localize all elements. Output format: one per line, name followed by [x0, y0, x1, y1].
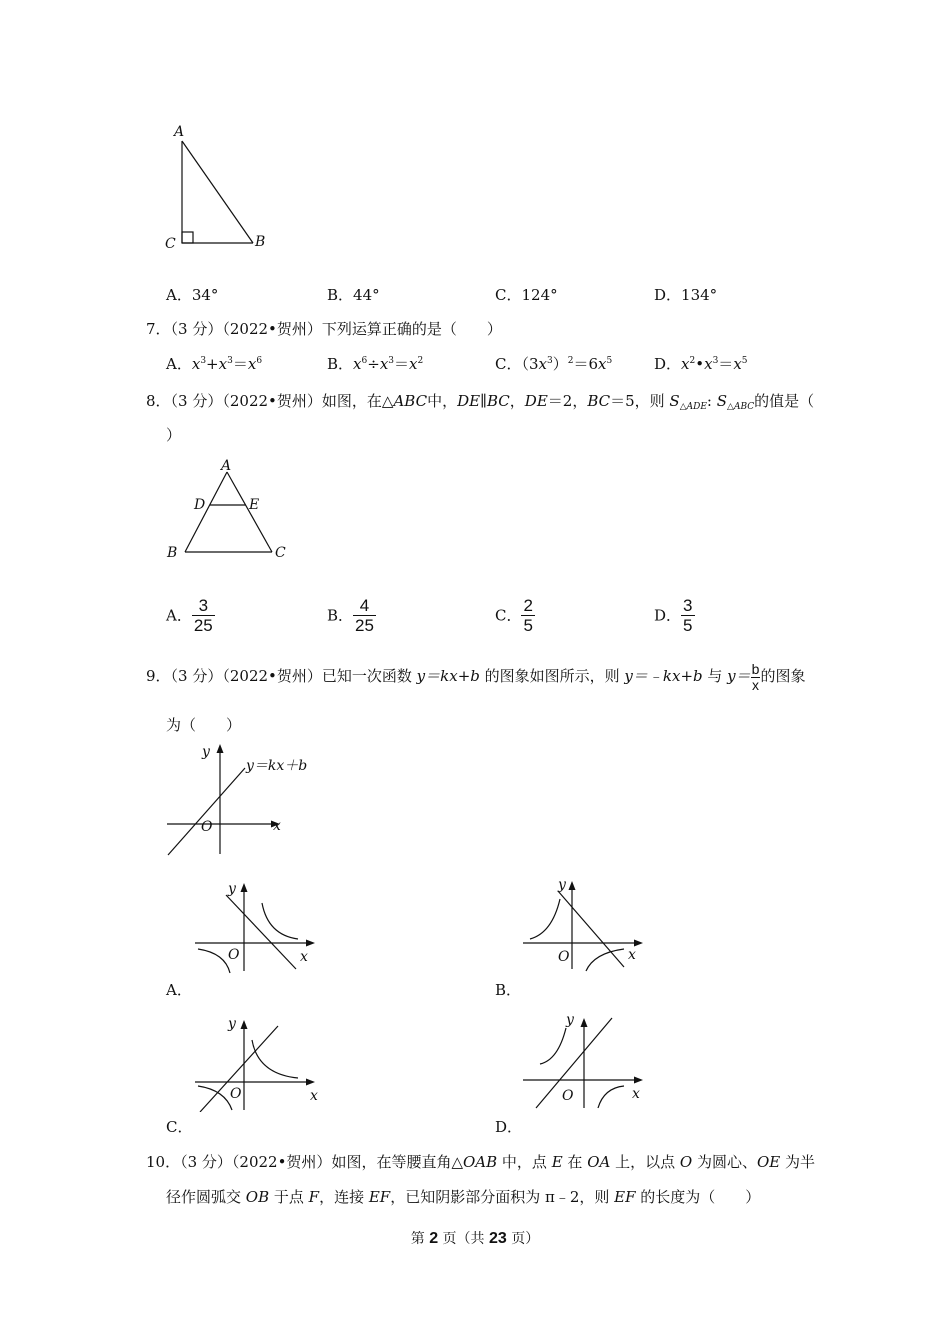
- q9-option-a-label: A．: [166, 981, 192, 999]
- q7-option-c: C．$(3x^3)^2=6x^5$: [495, 355, 613, 373]
- q6-option-a: A．34°: [166, 286, 219, 304]
- q6-option-c: C．124°: [495, 286, 558, 304]
- label-d: D: [194, 497, 206, 513]
- axis-y-label: y: [228, 881, 236, 897]
- q9-option-b-graph: [518, 873, 658, 973]
- q9-main-graph: [160, 740, 320, 860]
- axis-x-label: x: [628, 947, 636, 963]
- label-a: A: [174, 124, 185, 140]
- q9-option-c-graph: [190, 1012, 330, 1112]
- q9-option-a-graph: [190, 875, 330, 975]
- origin-label: O: [558, 949, 570, 965]
- label-b: B: [255, 234, 266, 250]
- q8-option-d: D． $\frac{3}{5}$: [654, 596, 693, 635]
- q6-option-b: B．44°: [327, 286, 380, 304]
- origin-label: O: [228, 947, 240, 963]
- line-label: y＝kx＋b: [246, 758, 308, 774]
- q6-triangle-figure: [160, 118, 280, 258]
- q9-stem: 9．（3 分）（2022•贺州）已知一次函数 y＝kx+b 的图象如图所示，则 y＝﹣kx+b 与 y＝ $\frac{b}{x}$ 的图象: [146, 660, 806, 693]
- axis-x-label: x: [632, 1086, 640, 1102]
- origin-label: O: [201, 819, 213, 835]
- axis-x-label: x: [273, 818, 281, 834]
- q9-stem-line2: 为（ ）: [166, 716, 242, 734]
- q8-stem: 8．（3 分）（2022•贺州）如图，在△ABC中，DE∥BC，DE＝2，BC＝5，则 $S_{\triangle ADE}$: $S_{\triangle ABC}$的值是（: [146, 392, 815, 412]
- q6-option-d: D．134°: [654, 286, 718, 304]
- axis-y-label: y: [202, 744, 210, 760]
- axis-x-label: x: [310, 1088, 318, 1104]
- label-c: C: [165, 236, 176, 252]
- q8-option-b: B． $\frac{4}{25}$: [327, 596, 374, 635]
- q9-option-d-graph: [518, 1008, 658, 1112]
- label-c: C: [275, 545, 286, 561]
- origin-label: O: [230, 1086, 242, 1102]
- axis-y-label: y: [558, 877, 566, 893]
- origin-label: O: [562, 1088, 574, 1104]
- q7-option-b: B．$x^6\div x^3=x^2$: [327, 355, 424, 373]
- q10-stem-line2: 径作圆弧交 OB 于点 F，连接 EF，已知阴影部分面积为 π﹣2，则 EF 的长度为（ ）: [166, 1188, 761, 1206]
- q9-option-b-label: B．: [495, 981, 522, 999]
- axis-y-label: y: [228, 1016, 236, 1032]
- label-e: E: [249, 497, 260, 513]
- q7-stem: 7．（3 分）（2022•贺州）下列运算正确的是（ ）: [146, 320, 502, 338]
- q7-option-d: D．$x^2•x^3=x^5$: [654, 355, 748, 373]
- q8-triangle-figure: [160, 452, 300, 567]
- label-a: A: [221, 458, 232, 474]
- q7-option-a: A．$x^3+x^3=x^6$: [166, 355, 263, 373]
- q9-option-d-label: D．: [495, 1118, 523, 1136]
- q8-option-a: A． $\frac{3}{25}$: [166, 596, 213, 635]
- axis-x-label: x: [300, 949, 308, 965]
- label-b: B: [167, 545, 178, 561]
- q10-stem: 10．（3 分）（2022•贺州）如图，在等腰直角△OAB 中，点 E 在 OA 上，以点 O 为圆心、OE 为半: [146, 1153, 815, 1171]
- axis-y-label: y: [566, 1012, 574, 1028]
- q8-stem-close: ）: [166, 426, 182, 444]
- page-footer: 第 2 页（共 23 页）: [410, 1230, 540, 1247]
- q9-option-c-label: C．: [166, 1118, 193, 1136]
- q8-option-c: C． $\frac{2}{5}$: [495, 596, 533, 635]
